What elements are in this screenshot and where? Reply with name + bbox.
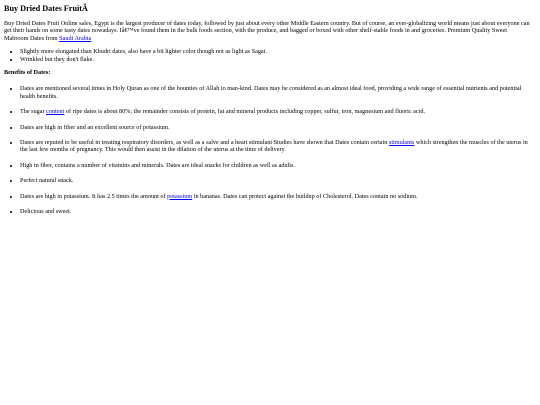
notes-list <box>4 48 536 63</box>
list-item: • Wrinkled but they don't flake. <box>20 56 536 63</box>
potassium-link[interactable]: potassium <box>167 192 193 200</box>
list-item: • Slightly more elongated than Khudri dates, also have a bit lighter color though not as light as Sagai. <box>20 48 536 55</box>
list-item: • Dates are mentioned several times in Holy Quran as one of the bounties of Allah to man-kind. Dates may be considered as an almost ideal food, providing a wide range of essential nutrients and potential health benefits. <box>20 85 536 100</box>
item-text: which strengthen the muscles of the uterus in the last few months of pregnancy. This would then assist in the dilation of the uterus at the time of delivery. <box>20 139 528 154</box>
stimulants-link[interactable]: stimulants <box>388 139 415 147</box>
item-text: The sugar <box>20 108 47 116</box>
list-item <box>20 139 536 154</box>
intro-text: Buy Dried Dates Fruit Online sales, Egypt is the largest producer of dates today, followed by just about every other Middle Eastern country. But of course, an ever-globalizing world means just about everyone can get their hands on some tasty dates nowadays. Iâ€™ve found them in the bulk foods section, with the produce, and bagged or boxed with other shelf-stable foods in and groceries. Premium Quality Sweet Mabroom Dates from <box>4 20 530 42</box>
list-item: • High in fiber, contains a number of vitamins and minerals. Dates are ideal snacks for children as well as adults. <box>20 162 536 169</box>
item-text: Dates are reputed to be useful in treating respiratory disorders, as well as a salve and a heart stimulant Studies have shown that Dates contain certain <box>20 139 389 147</box>
content-link[interactable]: content <box>46 108 65 116</box>
intro-paragraph <box>4 20 532 42</box>
list-item: • Dates are high in fiber and an excellent source of potassium. <box>20 124 536 131</box>
item-text: in bananas. Dates can protect against the buildup of Cholesterol. Dates contain no sodium. <box>192 192 418 200</box>
item-text: Dates are high in potassium. It has 2.5 times the amount of <box>20 192 168 200</box>
page-title: Buy Dried Dates FruitÂ <box>4 4 88 13</box>
benefits-list <box>4 85 536 215</box>
list-item <box>20 108 536 115</box>
saudi-arabia-link[interactable]: Saudi Arabia <box>59 34 92 42</box>
list-item: • Perfect natural snack. <box>20 177 536 184</box>
list-item <box>20 193 536 200</box>
benefits-heading: Benefits of Dates: <box>4 69 51 77</box>
item-text: of ripe dates is about 80%; the remainder consists of protein, fat and mineral products including copper, sulfur, iron, magnesium and fluoric acid. <box>64 108 426 116</box>
list-item: • Delicious and sweet. <box>20 208 536 215</box>
